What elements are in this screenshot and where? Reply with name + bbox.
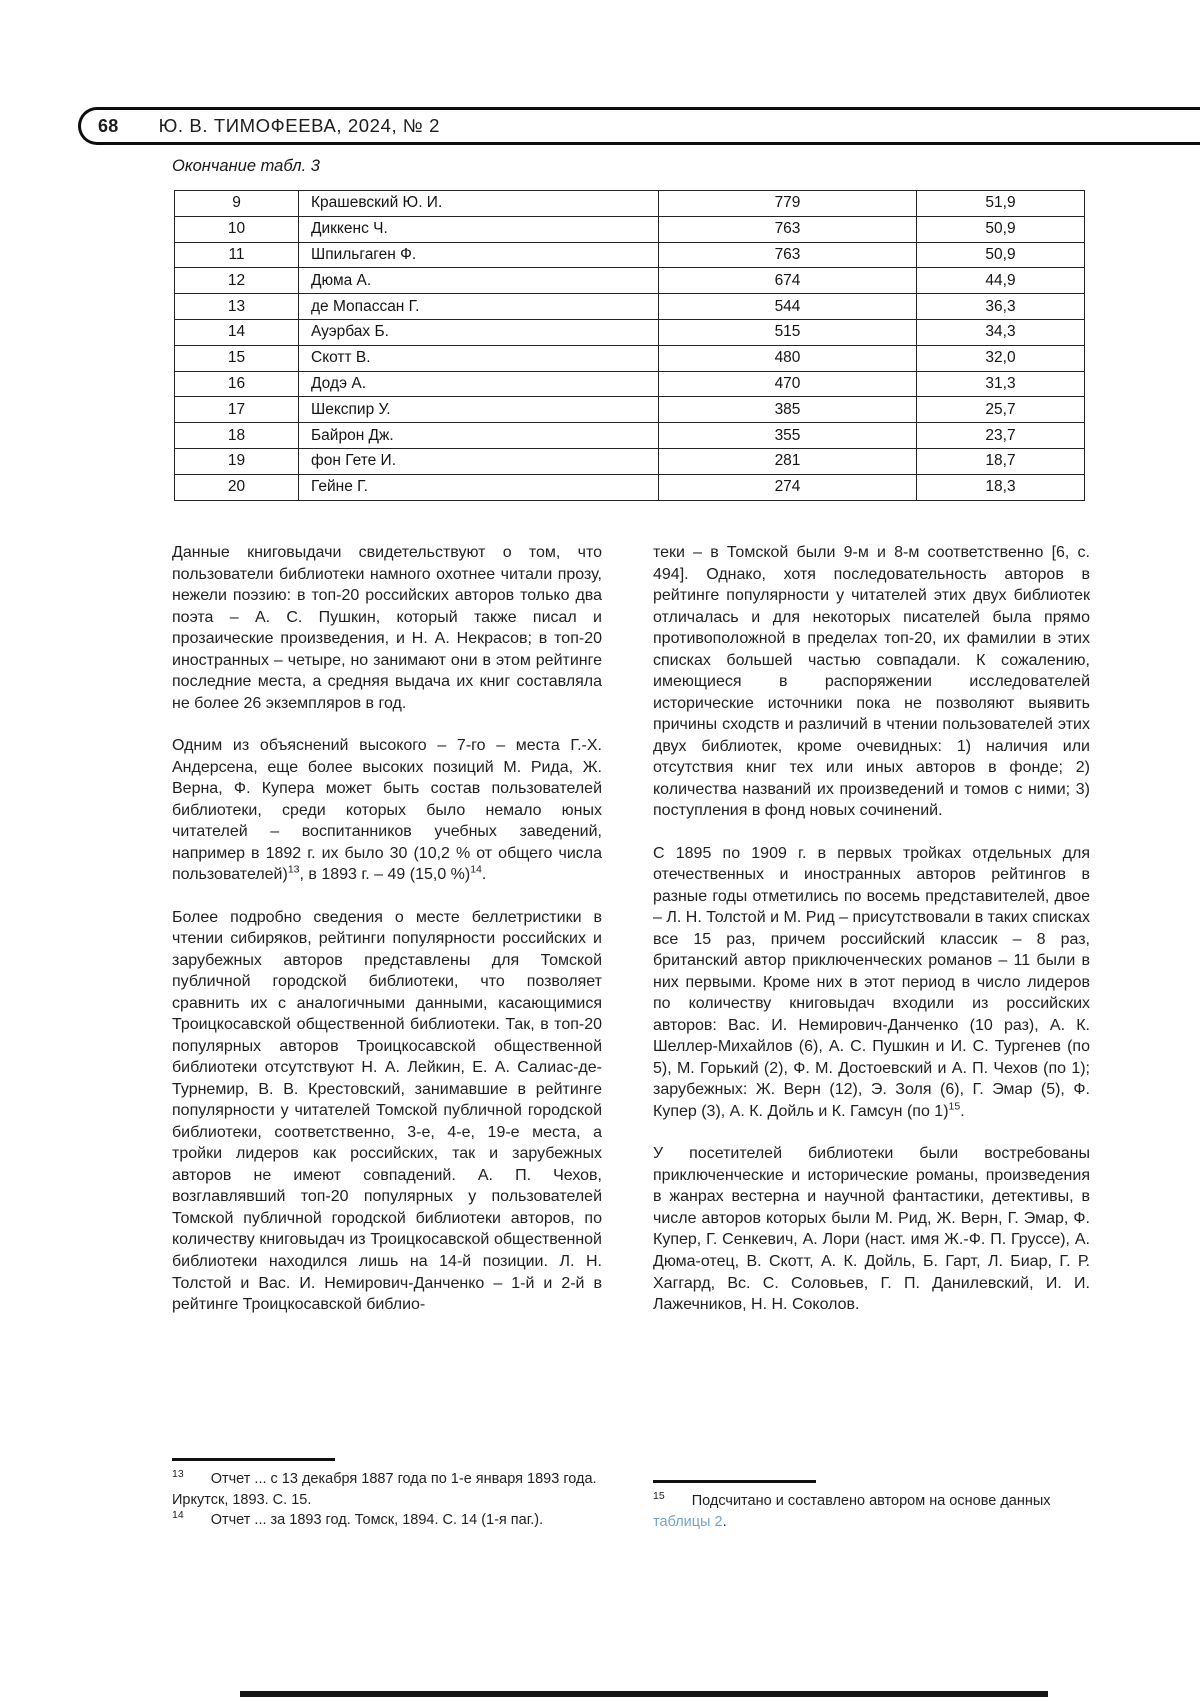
paragraph: теки – в Томской были 9-м и 8-м соответственно [6, с. 494]. Однако, хотя последовательность авторов в рейтинге популярности у читателей этих двух библиотек отличалась и для некоторых писателей была прямо противоположной в пределах топ-20, их фамилии в этих списках большей частью совпадали. К сожалению, имеющиеся в распоряжении исследователей исторические источники пока не позволяют выявить причины сходств и различий в чтении пользователей этих двух библиотек, кроме очевидных: 1) наличия или отсутствия книг тех или иных авторов в фонде; 2) количества названий их произведений и томов с ними; 3) поступления в фонд новых сочинений.	[653, 544, 1090, 820]
footnote-ref[interactable]: 14	[470, 863, 482, 876]
percent-cell: 32,0	[917, 345, 1085, 371]
table-body	[175, 191, 1085, 501]
percent-cell: 50,9	[917, 242, 1085, 268]
rank-cell: 15	[175, 345, 299, 371]
footnote-rule	[653, 1480, 816, 1483]
paragraph: Данные книговыдачи свидетельствуют о том, что пользователи библиотеки намного охотнее читали прозу, нежели поэзию: в топ-20 российских авторов только два поэта – А. С. Пушкин, который также писал и прозаические произведения, и Н. А. Некрасов; в топ-20 иностранных – четыре, но занимают они в этом рейтинге последние места, а средняя выдача их книг составляла не более 26 экземпляров в год.	[172, 544, 602, 712]
footnote: $^{14}$ Отчет ... за 1893 год. Томск, 1894. С. 14 (1-я паг.).	[172, 1509, 544, 1529]
footnote-ref[interactable]: 13	[287, 863, 300, 876]
text-column-right	[653, 542, 1090, 1337]
percent-cell: 25,7	[917, 397, 1085, 423]
author-cell: фон Гете И.	[299, 448, 659, 474]
table-row	[175, 319, 1085, 345]
author-cell: Додэ А.	[299, 371, 659, 397]
table-row	[175, 216, 1085, 242]
footnote-ref[interactable]: 15	[948, 1100, 961, 1113]
count-cell: 779	[659, 191, 917, 217]
author-cell: Диккенс Ч.	[299, 216, 659, 242]
count-cell: 515	[659, 319, 917, 345]
paragraph: У посетителей библиотеки были востребованы приключенческие и исторические романы, произведения в жанрах вестерна и научной фантастики, детективы, в числе авторов которых были М. Рид, Ж. Верн, Г. Эмар, Ф. Купер, Г. Сенкевич, А. Лори (наст. имя Ж.-Ф. П. Груссе), А. Дюма-отец, В. Скотт, А. К. Дойль, Б. Гарт, Л. Биар, Г. Р. Хаггард, Вс. С. Соловьев, Г. П. Данилевский, И. И. Лажечников, Н. Н. Соколов.	[653, 1145, 1090, 1314]
percent-cell: 51,9	[917, 191, 1085, 217]
percent-cell: 23,7	[917, 423, 1085, 449]
table-row	[175, 371, 1085, 397]
count-cell: 544	[659, 294, 917, 320]
author-cell: Шпильгаген Ф.	[299, 242, 659, 268]
percent-cell: 44,9	[917, 268, 1085, 294]
page-header	[78, 107, 1200, 145]
author-cell: де Мопассан Г.	[299, 294, 659, 320]
author-cell: Шекспир У.	[299, 397, 659, 423]
percent-cell: 34,3	[917, 319, 1085, 345]
count-cell: 763	[659, 216, 917, 242]
rank-cell: 18	[175, 423, 299, 449]
table-caption: Окончание табл. 3	[172, 157, 320, 175]
paragraph: Более подробно сведения о месте беллетристики в чтении сибиряков, рейтинги популярности российских и зарубежных авторов представлены для Томской публичной городской библиотеки, что позволяет сравнить их с аналогичными данными, касающимися Троицкосавской общественной библиотеки. Так, в топ-20 популярных авторов Троицкосавской общественной библиотеки отсутствуют Н. А. Лейкин, Е. А. Салиас-де-Турнемир, В. В. Крестовский, занимавшие в рейтинге популярности у читателей Томской публичной городской библиотеки, соответственно, 3-е, 4-е, 19-е места, а тройки лидеров как российских, так и зарубежных авторов не имеют совпадений. А. П. Чехов, возглавлявший топ-20 популярных у пользователей Томской публичной городской библиотеки авторов, по количеству книговыдач из Троицкосавской общественной библиотеки находился лишь на 14-й позиции. Л. Н. Толстой и Вас. И. Немирович-Данченко – 1-й и 2-й в рейтинге Троицкосавской библио-	[172, 908, 602, 1314]
count-cell: 385	[659, 397, 917, 423]
authors-table	[174, 190, 1085, 501]
footnote: $^{15}$ Подсчитано и составлено автором на основе данных таблицы 2.	[653, 1490, 1051, 1530]
table-2-link[interactable]: таблицы 2	[653, 1513, 723, 1530]
footnote-ref[interactable]: 14	[172, 1509, 184, 1522]
paragraph: С 1895 по 1909 г. в первых тройках отдельных для отечественных и иностранных авторов рейтингов в разные годы отметились по восемь представителей, двое – Л. Н. Толстой и М. Рид – присутствовали в таких списках все 15 раз, причем российский классик – 8 раз, британский автор приключенческих романов – 11 были в них первыми. Кроме них в этот период в число лидеров по количеству книговыдач входили из российских авторов: Вас. И. Немирович-Данченко (10 раз), А. К. Шеллер-Михайлов (6), А. С. Пушкин и И. С. Тургенев (по 5), М. Горький (2), Ф. М. Достоевский и А. П. Чехов (по 1); зарубежных: Ж. Верн (12), Э. Золя (6), Г. Эмар (5), Ф. Купер (3), А. К. Дойль и К. Гамсун (по 1)$^{15}$.	[653, 844, 1090, 1120]
footnote-ref[interactable]: 15	[653, 1490, 665, 1503]
percent-cell: 36,3	[917, 294, 1085, 320]
paragraph: Одним из объяснений высокого – 7-го – места Г.-Х. Андерсена, еще более высоких позиций М. Рида, Ж. Верна, Ф. Купера может быть состав пользователей библиотеки, среди которых было немало юных читателей – воспитанников учебных заведений, например в 1892 г. их было 30 (10,2 % от общего числа пользователей)$^{13}$, в 1893 г. – 49 (15,0 %)$^{14}$.	[172, 737, 602, 884]
table-row	[175, 397, 1085, 423]
percent-cell: 31,3	[917, 371, 1085, 397]
rank-cell: 11	[175, 242, 299, 268]
table-row	[175, 242, 1085, 268]
rank-cell: 12	[175, 268, 299, 294]
table-row	[175, 474, 1085, 500]
rank-cell: 16	[175, 371, 299, 397]
page-number: 68	[98, 115, 119, 136]
count-cell: 281	[659, 448, 917, 474]
rank-cell: 14	[175, 319, 299, 345]
rank-cell: 19	[175, 448, 299, 474]
author-cell: Дюма А.	[299, 268, 659, 294]
count-cell: 470	[659, 371, 917, 397]
count-cell: 763	[659, 242, 917, 268]
rank-cell: 17	[175, 397, 299, 423]
footnote-rule	[172, 1458, 335, 1461]
table-row	[175, 294, 1085, 320]
rank-cell: 9	[175, 191, 299, 217]
footnote-ref[interactable]: 13	[172, 1468, 184, 1481]
table-row	[175, 345, 1085, 371]
page-bottom-cutoff	[240, 1691, 1048, 1697]
percent-cell: 18,7	[917, 448, 1085, 474]
author-cell: Байрон Дж.	[299, 423, 659, 449]
rank-cell: 10	[175, 216, 299, 242]
author-cell: Гейне Г.	[299, 474, 659, 500]
rank-cell: 20	[175, 474, 299, 500]
author-cell: Крашевский Ю. И.	[299, 191, 659, 217]
count-cell: 274	[659, 474, 917, 500]
count-cell: 480	[659, 345, 917, 371]
footnotes-right	[653, 1480, 1090, 1532]
table-row	[175, 191, 1085, 217]
table-row	[175, 268, 1085, 294]
footnotes-left	[172, 1458, 604, 1531]
count-cell: 355	[659, 423, 917, 449]
footnote: $^{13}$ Отчет ... с 13 декабря 1887 года по 1-е января 1893 года. Иркутск, 1893. С. 15.	[172, 1468, 597, 1508]
author-cell: Ауэрбах Б.	[299, 319, 659, 345]
running-title: Ю. В. ТИМОФЕЕВА, 2024, № 2	[158, 115, 441, 136]
count-cell: 674	[659, 268, 917, 294]
percent-cell: 50,9	[917, 216, 1085, 242]
table-row	[175, 448, 1085, 474]
table-row	[175, 423, 1085, 449]
percent-cell: 18,3	[917, 474, 1085, 500]
text-column-left	[172, 542, 602, 1337]
rank-cell: 13	[175, 294, 299, 320]
author-cell: Скотт В.	[299, 345, 659, 371]
